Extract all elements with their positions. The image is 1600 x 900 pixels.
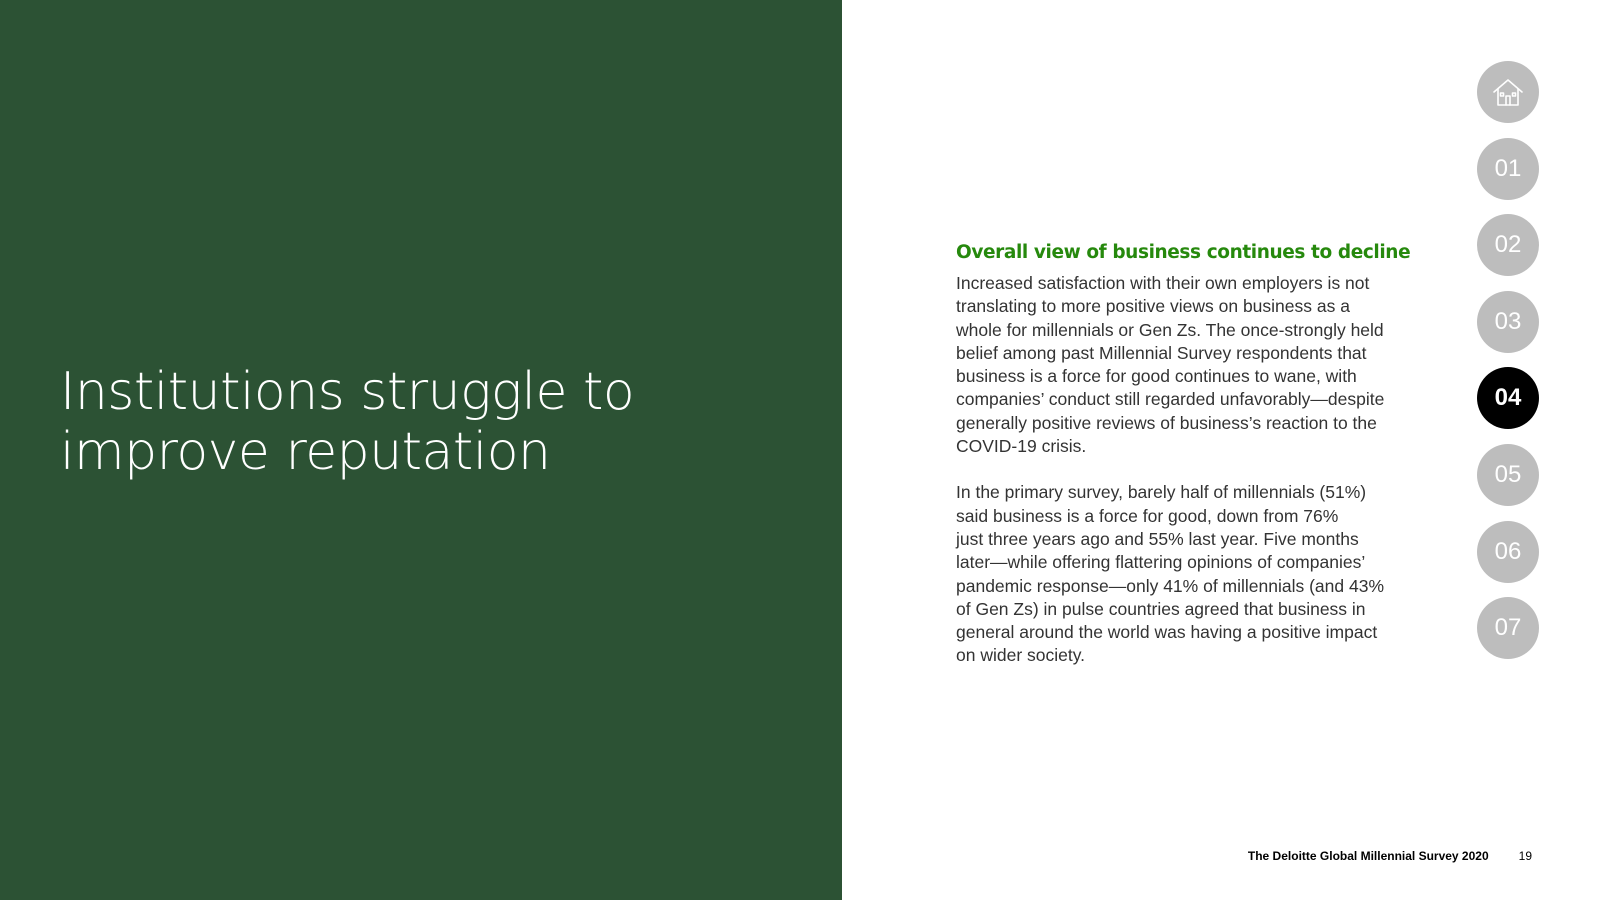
nav-chapter-03[interactable]: 03 <box>1477 291 1539 353</box>
page-number: 19 <box>1518 849 1532 863</box>
article-paragraph-2: In the primary survey, barely half of millennials (51%) said business is a force for good, down from 76% just three years ago and 55% last year. Five months later—while offering flattering opinions of companies’ pandemic response—only 41% of millennials (and 43% of Gen Zs) in pulse countries agreed that business in general around the world was having a positive impact on wider society. <box>956 482 1385 666</box>
article-paragraph-1: Increased satisfaction with their own employers is not translating to more positive views on business as a whole for millennials or Gen Zs. The once-strongly held belief among past Millennial Survey respondents that business is a force for good continues to wane, with companies’ conduct still regarded unfavorably—despite generally positive reviews of business’s reaction to the COVID-19 crisis. <box>956 273 1385 457</box>
article-content <box>956 240 1411 691</box>
article-heading: Overall view of business continues to decline <box>956 242 1411 263</box>
nav-home-button[interactable] <box>1477 61 1539 123</box>
nav-chapter-06[interactable]: 06 <box>1477 521 1539 583</box>
section-title <box>60 362 760 482</box>
section-title-line-2: improve reputation <box>60 422 551 482</box>
nav-chapter-01[interactable]: 01 <box>1477 138 1539 200</box>
report-title: The Deloitte Global Millennial Survey 2020 <box>1247 849 1489 863</box>
nav-chapter-02[interactable]: 02 <box>1477 214 1539 276</box>
nav-chapter-05[interactable]: 05 <box>1477 444 1539 506</box>
section-title-line-1: Institutions struggle to <box>60 362 635 422</box>
nav-chapter-07[interactable]: 07 <box>1477 597 1539 659</box>
nav-chapter-04-active[interactable]: 04 <box>1477 367 1539 429</box>
home-icon <box>1490 74 1526 110</box>
chapter-navigation <box>1477 61 1539 674</box>
page-footer <box>1100 849 1540 863</box>
